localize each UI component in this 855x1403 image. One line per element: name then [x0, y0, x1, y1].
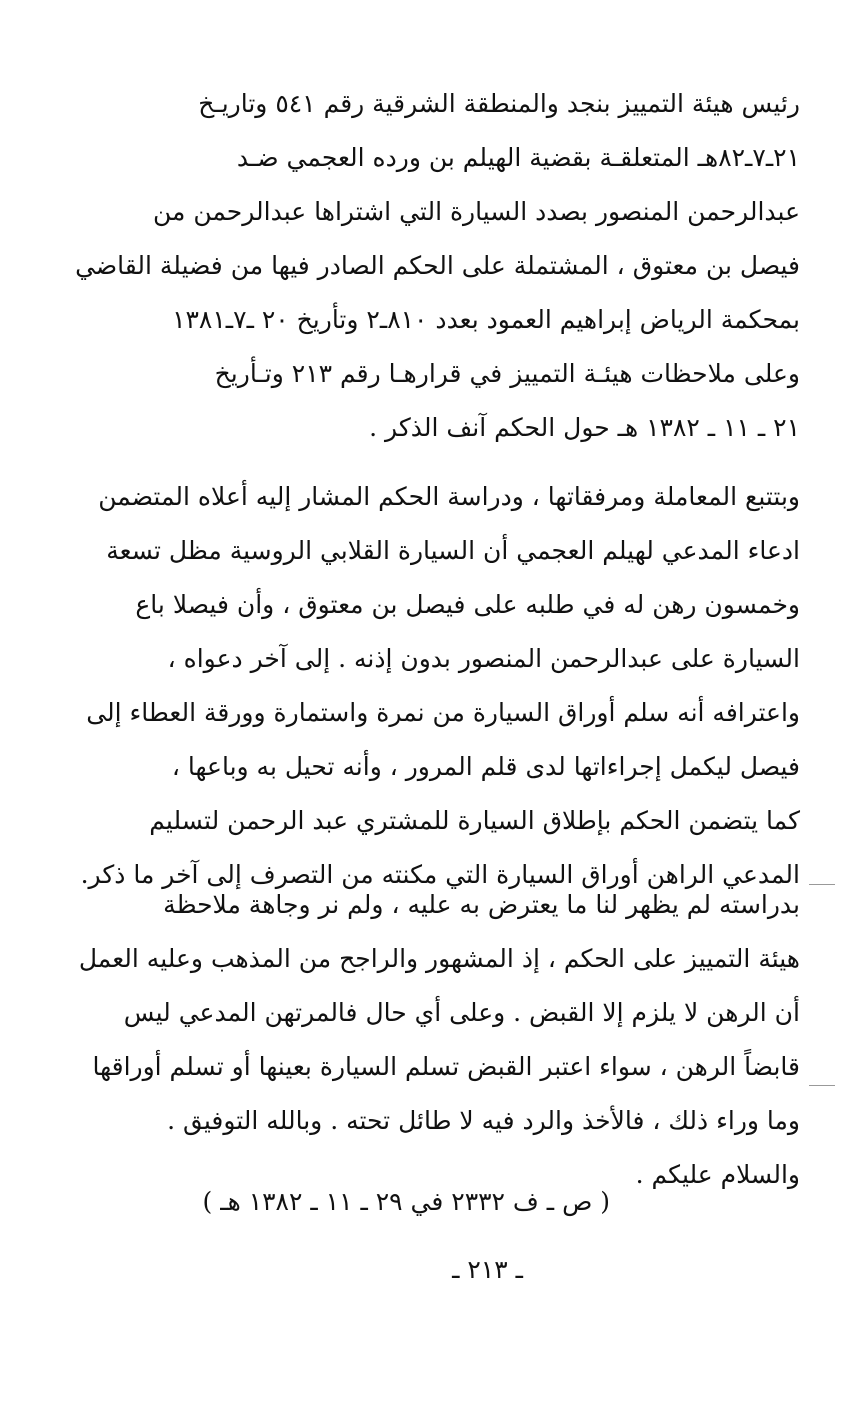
text-line: والسلام عليكم . — [635, 1160, 800, 1189]
text-line: أن الرهن لا يلزم إلا القبض . وعلى أي حال فالمرتهن المدعي ليس — [123, 998, 800, 1027]
text-line: هيئة التمييز على الحكم ، إذ المشهور والراجح من المذهب وعليه العمل — [78, 944, 800, 973]
text-line: ٢١ ـ ١١ ـ ١٣٨٢ هـ حول الحكم آنف الذكر . — [369, 413, 800, 442]
text-line: رئيس هيئة التمييز بنجد والمنطقة الشرقية رقم ٥٤١ وتاريـخ — [198, 89, 800, 118]
text-line: فيصل ليكمل إجراءاتها لدى قلم المرور ، وأنه تحيل به وباعها ، — [171, 752, 800, 781]
text-line: وعلى ملاحظات هيئـة التمييز في قرارهـا رقم ٢١٣ وتـأريخ — [214, 359, 800, 388]
text-line: ادعاء المدعي لهيلم العجمي أن السيارة القلابي الروسية مظل تسعة — [106, 536, 800, 565]
margin-mark — [809, 884, 835, 885]
text-line: وما وراء ذلك ، فالأخذ والرد فيه لا طائل تحته . وبالله التوفيق . — [167, 1106, 800, 1135]
text-line: بمحكمة الرياض إبراهيم العمود بعدد ٨١٠ـ٢ وتأريخ ٢٠ ـ٧ـ١٣٨١ — [172, 305, 800, 334]
paragraph-3 — [78, 878, 800, 1202]
reference-citation: ( ص ـ ف ٢٣٣٢ في ٢٩ ـ ١١ ـ ١٣٨٢ هـ ) — [202, 1187, 610, 1216]
text-line: عبدالرحمن المنصور بصدد السيارة التي اشتراها عبدالرحمن من — [152, 197, 800, 226]
text-line: بدراسته لم يظهر لنا ما يعترض به عليه ، ولم نر وجاهة ملاحظة — [163, 890, 800, 919]
text-line: السيارة على عبدالرحمن المنصور بدون إذنه . إلى آخر دعواه ، — [167, 644, 800, 673]
text-line: واعترافه أنه سلم أوراق السيارة من نمرة واستمارة وورقة العطاء إلى — [86, 698, 800, 727]
text-line: المدعي الراهن أوراق السيارة التي مكنته من التصرف إلى آخر ما ذكر. — [80, 860, 800, 889]
text-line: وخمسون رهن له في طلبه على فيصل بن معتوق ، وأن فيصلا باع — [135, 590, 800, 619]
page-number: ـ ٢١٣ ـ — [452, 1255, 523, 1284]
text-line: ٢١ـ٧ـ٨٢هـ المتعلقـة بقضية الهيلم بن ورده العجمي ضـد — [236, 143, 800, 172]
text-line: فيصل بن معتوق ، المشتملة على الحكم الصادر فيها من فضيلة القاضي — [75, 251, 800, 280]
paragraph-1 — [75, 77, 800, 455]
text-line: قابضاً الرهن ، سواء اعتبر القبض تسلم السيارة بعينها أو تسلم أوراقها — [92, 1052, 800, 1081]
text-line: وبتتبع المعاملة ومرفقاتها ، ودراسة الحكم المشار إليه أعلاه المتضمن — [98, 482, 800, 511]
margin-mark — [809, 1085, 835, 1086]
text-line: كما يتضمن الحكم بإطلاق السيارة للمشتري عبد الرحمن لتسليم — [149, 806, 800, 835]
paragraph-2 — [80, 470, 800, 902]
